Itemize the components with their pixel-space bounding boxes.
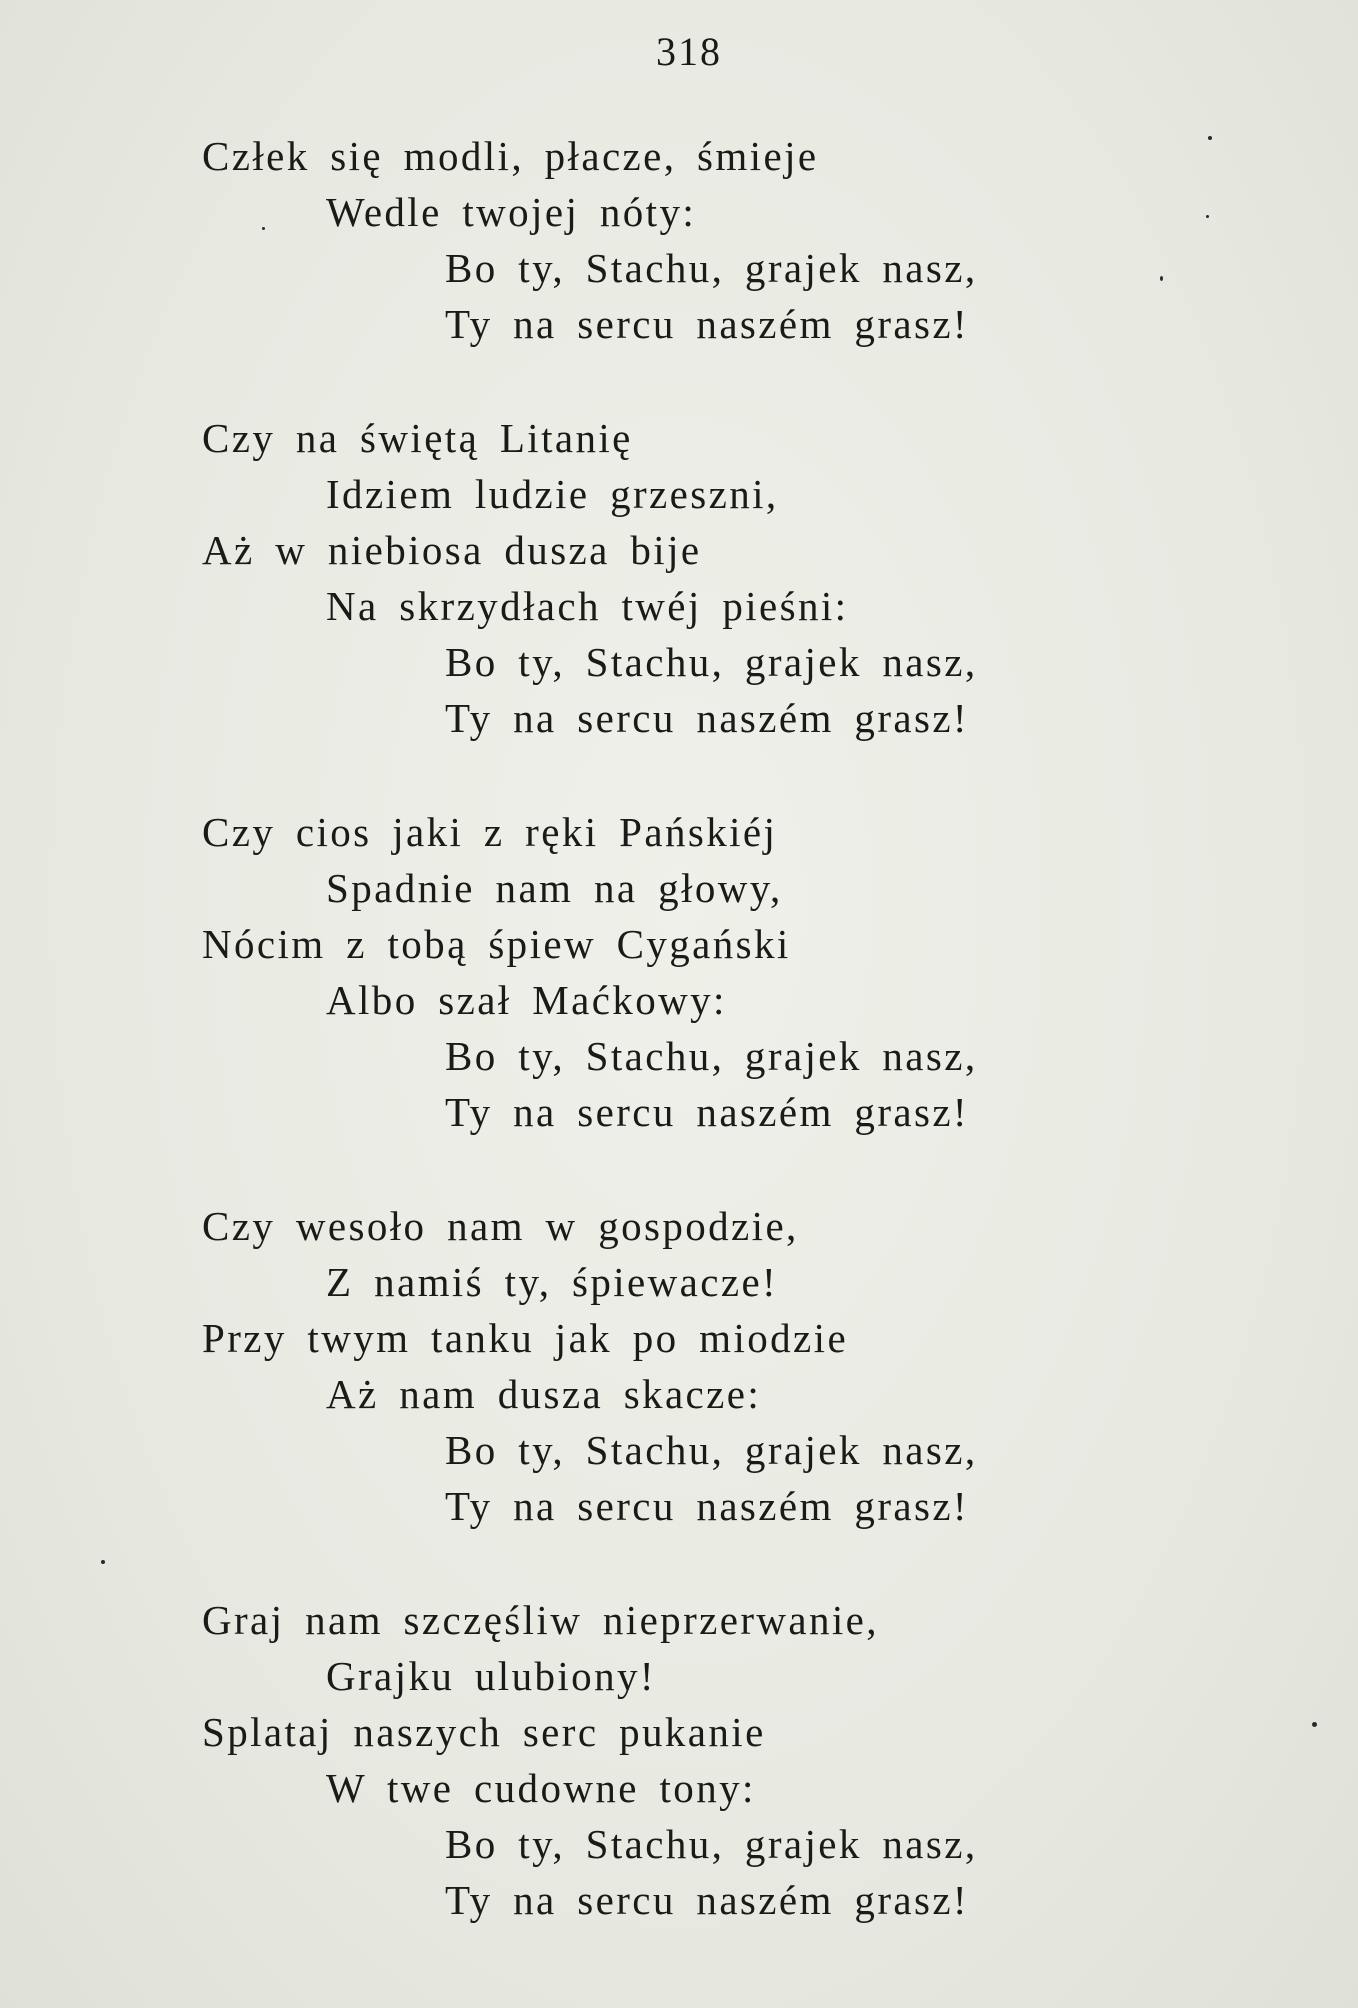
poem-line: Przy twym tanku jak po miodzie [202, 1315, 849, 1361]
poem-line: Graj nam szczęśliw nieprzerwanie, [202, 1597, 879, 1643]
paper-speck [1160, 276, 1163, 281]
stanza [0, 410, 1358, 746]
poem-line: Bo ty, Stachu, grajek nasz, [445, 245, 978, 291]
paper-speck [101, 1560, 105, 1564]
poem-line: Idziem ludzie grzeszni, [326, 471, 779, 517]
poem-line: Na skrzydłach twéj pieśni: [326, 583, 849, 629]
poem [0, 128, 1358, 1986]
stanza [0, 1592, 1358, 1928]
poem-line: Czy na świętą Litanię [202, 415, 633, 461]
poem-line: Ty na sercu naszém grasz! [445, 1089, 969, 1135]
poem-line: Wedle twojej nóty: [326, 189, 697, 235]
poem-line: W twe cudowne tony: [326, 1765, 756, 1811]
poem-line: Bo ty, Stachu, grajek nasz, [445, 1821, 978, 1867]
poem-line: Ty na sercu naszém grasz! [445, 301, 969, 347]
paper-speck [1208, 136, 1212, 140]
paper-speck [1206, 215, 1209, 218]
paper-speck [262, 227, 265, 230]
poem-line: Albo szał Maćkowy: [326, 977, 727, 1023]
poem-line: Aż nam dusza skacze: [326, 1371, 762, 1417]
poem-line: Splataj naszych serc pukanie [202, 1709, 766, 1755]
poem-line: Grajku ulubiony! [326, 1653, 656, 1699]
poem-line: Nócim z tobą śpiew Cygański [202, 921, 791, 967]
poem-line: Ty na sercu naszém grasz! [445, 1483, 969, 1529]
poem-line: Czy wesoło nam w gospodzie, [202, 1203, 799, 1249]
paper-speck [1312, 1722, 1317, 1727]
poem-line: Aż w niebiosa dusza bije [202, 527, 702, 573]
poem-line: Spadnie nam na głowy, [326, 865, 783, 911]
poem-line: Ty na sercu naszém grasz! [445, 695, 969, 741]
stanza [0, 1198, 1358, 1534]
poem-line: Czy cios jaki z ręki Pańskiéj [202, 809, 778, 855]
stanza [0, 128, 1358, 352]
poem-line: Bo ty, Stachu, grajek nasz, [445, 639, 978, 685]
poem-line: Bo ty, Stachu, grajek nasz, [445, 1033, 978, 1079]
poem-line: Z namiś ty, śpiewacze! [326, 1259, 779, 1305]
poem-line: Bo ty, Stachu, grajek nasz, [445, 1427, 978, 1473]
stanza [0, 804, 1358, 1140]
page-number: 318 [656, 29, 722, 74]
poem-line: Człek się modli, płacze, śmieje [202, 133, 819, 179]
poem-line: Ty na sercu naszém grasz! [445, 1877, 969, 1923]
